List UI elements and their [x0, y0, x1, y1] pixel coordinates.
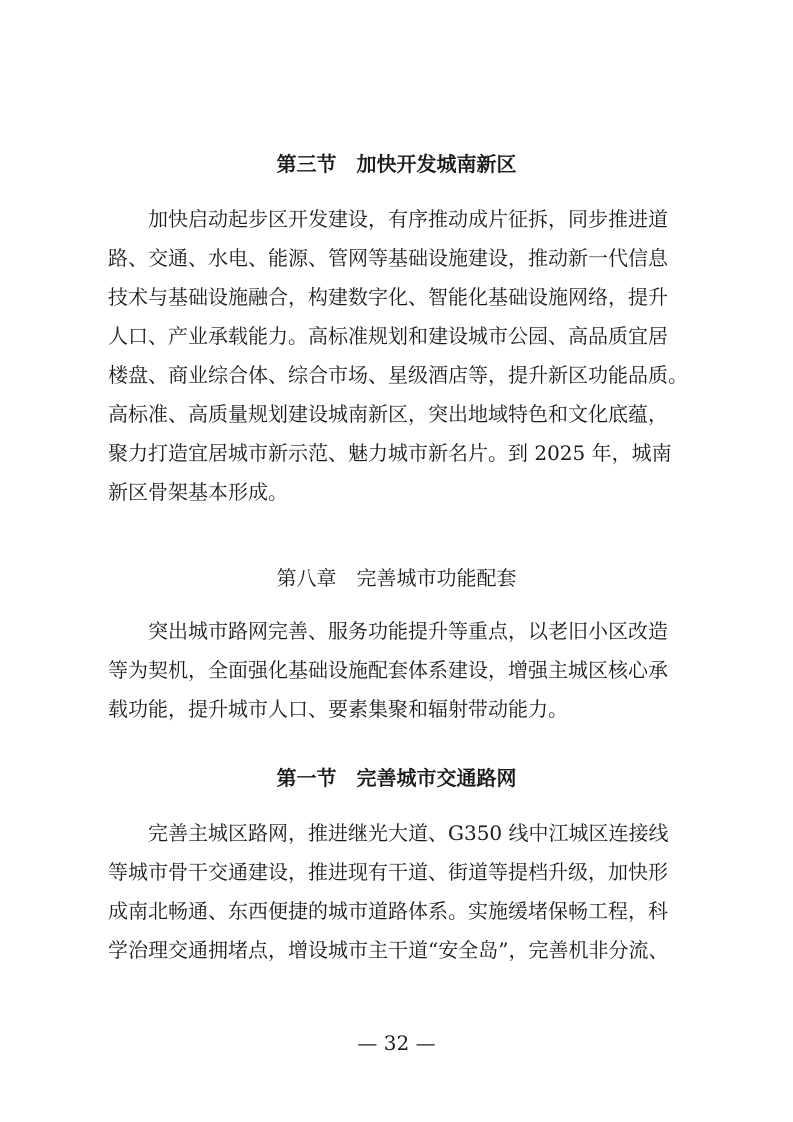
paragraph-line: 突出城市路网完善、服务功能提升等重点，以老旧小区改造: [148, 619, 668, 643]
paragraph-3: [108, 814, 693, 970]
paragraph-line: 完善主城区路网，推进继光大道、G350 线中江城区连接线: [148, 821, 669, 845]
paragraph-line: 新区骨架基本形成。: [108, 480, 288, 504]
paragraph-line: 路、交通、水电、能源、管网等基础设施建设，推动新一代信息: [108, 246, 668, 270]
section-heading-3: 第一节 完善城市交通路网: [276, 766, 517, 790]
section-heading-1: 第三节 加快开发城南新区: [276, 152, 517, 176]
paragraph-line: 人口、产业承载能力。高标准规划和建设城市公园、高品质宜居: [108, 324, 668, 348]
paragraph-line: 等为契机，全面强化基础设施配套体系建设，增强主城区核心承: [108, 658, 668, 682]
paragraph-1: [108, 200, 693, 512]
paragraph-line: 技术与基础设施融合，构建数字化、智能化基础设施网络，提升: [108, 285, 668, 309]
paragraph-line: 成南北畅通、东西便捷的城市道路体系。实施缓堵保畅工程，科: [108, 899, 668, 923]
paragraph-line: 楼盘、商业综合体、综合市场、星级酒店等，提升新区功能品质。: [108, 363, 688, 387]
paragraph-line: 聚力打造宜居城市新示范、魅力城市新名片。到 2025 年，城南: [108, 441, 672, 465]
paragraph-2: [108, 612, 693, 729]
paragraph-line: 载功能，提升城市人口、要素集聚和辐射带动能力。: [108, 697, 568, 721]
chapter-heading: 第八章 完善城市功能配套: [276, 566, 517, 590]
paragraph-line: 高标准、高质量规划建设城南新区，突出地域特色和文化底蕴，: [108, 402, 668, 426]
page-number: — 32 —: [357, 1031, 436, 1055]
paragraph-line: 加快启动起步区开发建设，有序推动成片征拆，同步推进道: [148, 207, 668, 231]
paragraph-line: 学治理交通拥堵点，增设城市主干道“安全岛”，完善机非分流、: [108, 938, 669, 962]
paragraph-line: 等城市骨干交通建设，推进现有干道、街道等提档升级，加快形: [108, 860, 668, 884]
